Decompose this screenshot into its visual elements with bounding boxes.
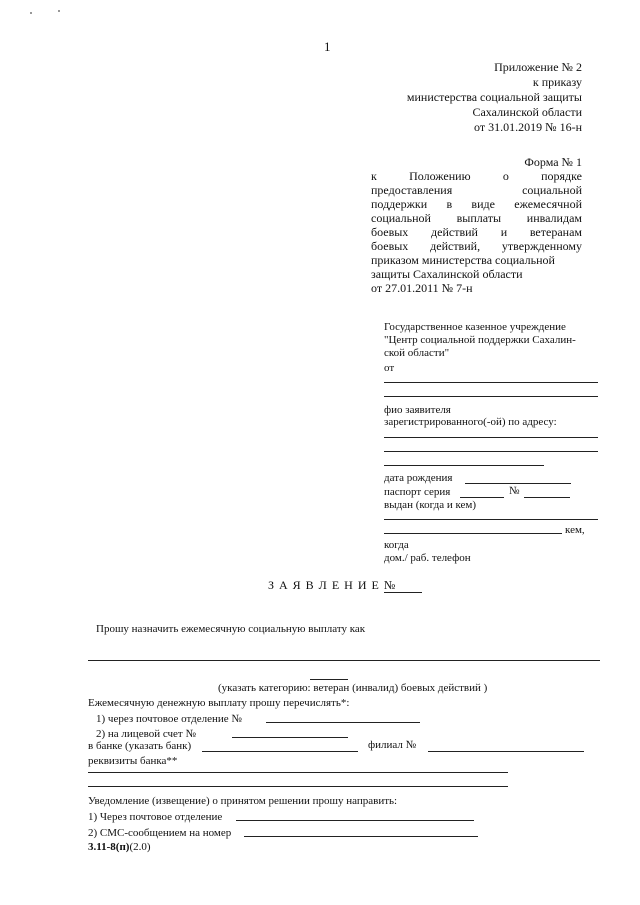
from-label: от	[384, 362, 395, 374]
option-post-label: 1) через почтовое отделение №	[96, 713, 242, 725]
post-office-field[interactable]	[266, 722, 420, 723]
birth-date-label: дата рождения	[384, 472, 453, 484]
bank-details-field[interactable]	[88, 772, 508, 773]
form-basis-line: социальной выплаты инвалидам	[371, 211, 582, 225]
statement-title: З А Я В Л Е Н И Е №	[268, 578, 397, 592]
header-line: Сахалинской области	[472, 105, 582, 119]
bank-details-field[interactable]	[88, 786, 508, 787]
when-label: когда	[384, 539, 409, 551]
statement-number-field[interactable]	[384, 592, 422, 593]
from-field[interactable]	[384, 382, 598, 383]
address-field[interactable]	[384, 465, 544, 466]
form-code	[88, 840, 151, 854]
header-line: от 31.01.2019 № 16-н	[474, 120, 582, 134]
page-number: 1	[324, 39, 331, 54]
form-basis-line: защиты Сахалинской области	[371, 267, 523, 281]
notify-sms-label: 2) СМС-сообщением на номер	[88, 827, 232, 839]
header-line: Приложение № 2	[494, 60, 582, 74]
bank-label: в банке (указать банк)	[88, 740, 192, 752]
form-basis-line: боевых действий, утвержденному	[371, 239, 582, 253]
issued-field[interactable]	[384, 519, 598, 520]
passport-number-field[interactable]	[524, 497, 570, 498]
account-field[interactable]	[232, 737, 348, 738]
address-field[interactable]	[384, 451, 598, 452]
branch-field[interactable]	[428, 751, 584, 752]
passport-number-sign: №	[509, 485, 520, 497]
form-basis-line: от 27.01.2011 № 7-н	[371, 281, 473, 295]
recipient-line: "Центр социальной поддержки Сахалин-	[384, 334, 576, 346]
bank-field[interactable]	[202, 751, 358, 752]
category-hint: (указать категорию: ветеран (инвалид) боевых действий )	[218, 682, 488, 694]
form-basis-line: к Положению о порядке	[371, 169, 582, 183]
header-line: к приказу	[532, 75, 582, 89]
form-basis-line: приказом министерства социальной	[371, 253, 555, 267]
form-code-version: (2.0)	[129, 841, 151, 853]
request-text: Прошу назначить ежемесячную социальную выплату как	[96, 623, 366, 635]
notify-post-field[interactable]	[236, 820, 474, 821]
option-account-label: 2) на лицевой счет №	[96, 728, 196, 740]
scan-speck	[58, 10, 60, 12]
fio-label: фио заявителя	[384, 404, 451, 416]
from-field[interactable]	[384, 396, 598, 397]
address-label: зарегистрированного(-ой) по адресу:	[384, 416, 557, 428]
form-title: Форма № 1	[524, 155, 582, 169]
form-basis-line: поддержки в виде ежемесячной	[371, 197, 582, 211]
recipient-line: ской области"	[384, 347, 450, 359]
approval-header	[322, 60, 582, 134]
passport-series-label: паспорт серия	[384, 486, 451, 498]
form-code-bold: 3.11-8(п)	[88, 841, 130, 853]
recipient-line: Государственное казенное учреждение	[384, 321, 566, 333]
header-line: министерства социальной защиты	[406, 90, 582, 104]
bank-details-label: реквизиты банка**	[88, 755, 178, 767]
category-mark	[310, 679, 348, 680]
notify-sms-field[interactable]	[244, 836, 478, 837]
transfer-label: Ежемесячную денежную выплату прошу перечислять*:	[88, 697, 350, 709]
issued-field[interactable]	[384, 533, 562, 534]
phone-label: дом./ раб. телефон	[384, 552, 471, 564]
form-basis-line: боевых действий и ветеранам	[371, 225, 582, 239]
notify-post-label: 1) Через почтовое отделение	[88, 811, 223, 823]
branch-label: филиал №	[368, 739, 417, 751]
category-field[interactable]	[88, 660, 600, 661]
address-field[interactable]	[384, 437, 598, 438]
notification-title: Уведомление (извещение) о принятом решении прошу направить:	[88, 795, 398, 807]
scan-speck	[30, 12, 32, 14]
by-whom-label: кем,	[565, 524, 585, 536]
issued-label: выдан (когда и кем)	[384, 499, 477, 511]
form-basis-line: предоставления социальной	[371, 183, 582, 197]
form-basis	[371, 169, 582, 295]
